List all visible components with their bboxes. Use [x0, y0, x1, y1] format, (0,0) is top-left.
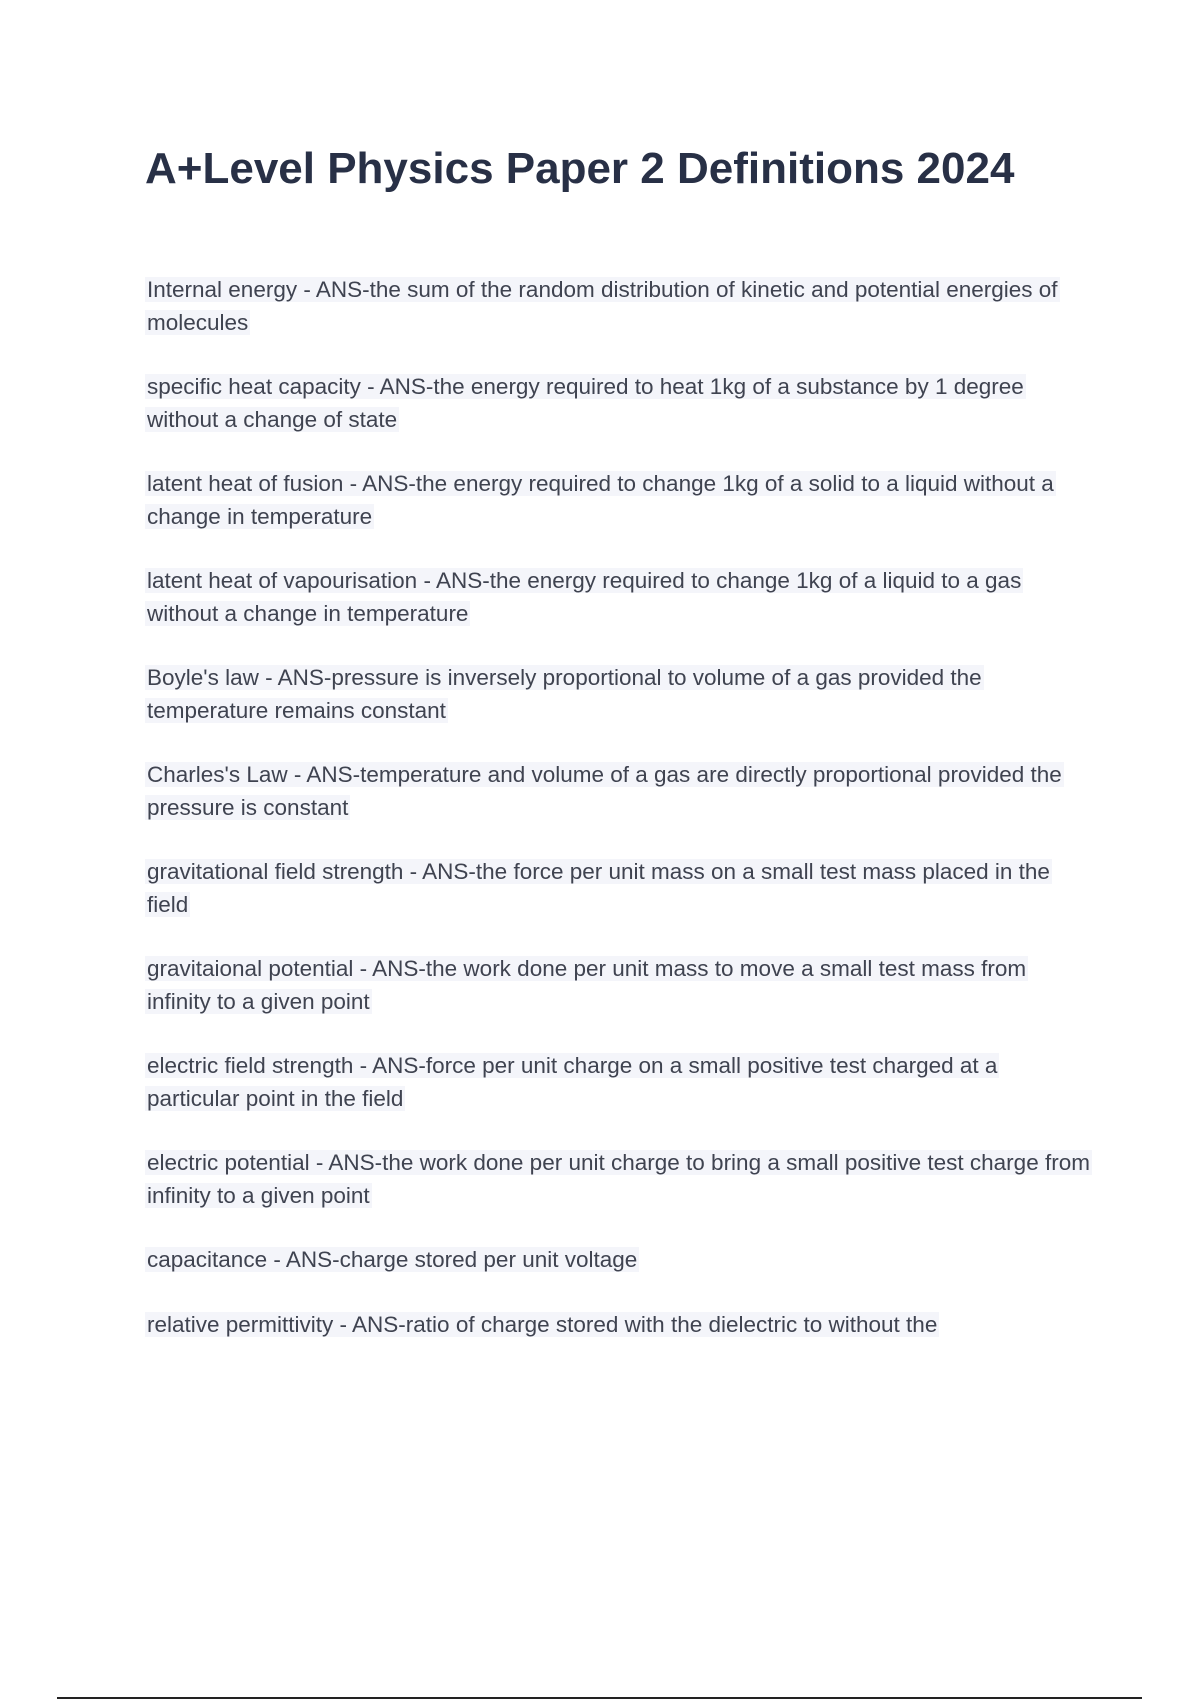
definition-item	[145, 1147, 1095, 1212]
definition-item	[145, 274, 1095, 339]
definition-item	[145, 662, 1095, 727]
definition-text: specific heat capacity - ANS-the energy required to heat 1kg of a substance by 1 degree without a change of state	[147, 374, 1024, 432]
definition-item	[145, 953, 1095, 1018]
definition-text: Charles's Law - ANS-temperature and volume of a gas are directly proportional provided the pressure is constant	[147, 762, 1062, 820]
definition-text: capacitance - ANS-charge stored per unit voltage	[147, 1247, 638, 1272]
definition-text: latent heat of fusion - ANS-the energy required to change 1kg of a solid to a liquid without a change in temperature	[147, 471, 1054, 529]
definition-item	[145, 1244, 1095, 1277]
footer-divider	[57, 1697, 1142, 1699]
definition-item	[145, 1050, 1095, 1115]
definition-item	[145, 856, 1095, 921]
definition-text: electric field strength - ANS-force per unit charge on a small positive test charged at a particular point in the field	[147, 1053, 998, 1111]
definition-text: relative permittivity - ANS-ratio of charge stored with the dielectric to without the	[147, 1311, 938, 1337]
definitions-list	[145, 274, 1095, 1373]
definition-item	[145, 565, 1095, 630]
definition-item	[145, 371, 1095, 436]
definition-item	[145, 1309, 1095, 1342]
page-title: A+Level Physics Paper 2 Definitions 2024	[145, 144, 1015, 193]
definition-item	[145, 759, 1095, 824]
definition-text: electric potential - ANS-the work done per unit charge to bring a small positive test charge from infinity to a given point	[147, 1150, 1090, 1208]
definition-text: latent heat of vapourisation - ANS-the energy required to change 1kg of a liquid to a gas without a change in temperature	[147, 568, 1022, 626]
definition-text: gravitational field strength - ANS-the force per unit mass on a small test mass placed in the field	[147, 859, 1050, 917]
definition-text: Boyle's law - ANS-pressure is inversely proportional to volume of a gas provided the temperature remains constant	[147, 665, 982, 723]
definition-item	[145, 468, 1095, 533]
definition-text: gravitaional potential - ANS-the work done per unit mass to move a small test mass from infinity to a given point	[147, 956, 1027, 1014]
definition-text: Internal energy - ANS-the sum of the random distribution of kinetic and potential energies of molecules	[147, 277, 1058, 335]
